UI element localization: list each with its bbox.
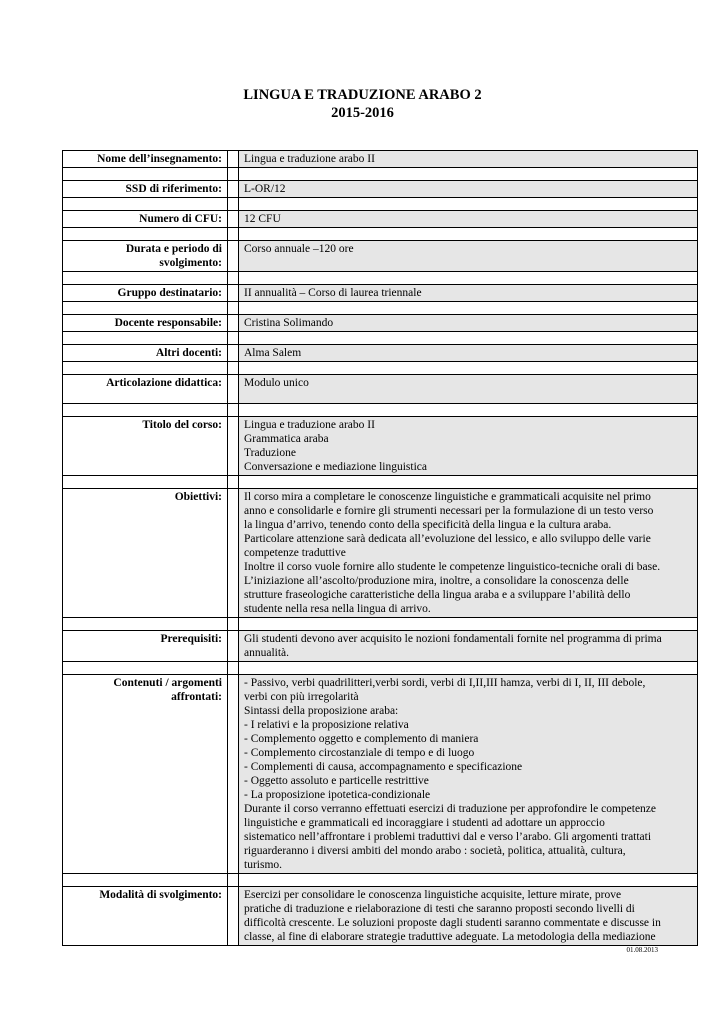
row-contenuti [63,675,698,874]
document-title [0,86,725,122]
row-prerequisiti [63,631,698,662]
value-articolazione: Modulo unico [239,375,698,404]
row-durata [63,241,698,272]
value-contenuti: - Passivo, verbi quadrilitteri,verbi sordi, verbi di I,II,III hamza, verbi di I, II, III debole, verbi con più irregolarità Sintassi della proposizione araba: - I relativi e la proposizione relativa - Complemento oggetto e complemento di maniera - Complemento circostanziale di tempo e di luogo - Complementi di causa, accompagnamento e specificazione - Oggetto assoluto e particelle restrittive - La proposizione ipotetica-condizionale Durante il corso verranno effettuati esercizi di traduzione per approfondire le competenze linguistiche e grammaticali ed incoraggiare i studenti ad adottare un approccio sistematico nell’affrontare i problemi traduttivi dal e verso l’arabo. Gli argomenti trattati riguarderanno i diversi ambiti del mondo arabo : società, politica, attualità, cultura, turismo. [239,675,698,874]
value-obiettivi: Il corso mira a completare le conoscenze linguistiche e grammaticali acquisite nel primo anno e consolidarle e fornire gli strumenti necessari per la formulazione di un testo verso la lingua d’arrivo, tenendo conto della specificità della lingua e la cultura araba. Particolare attenzione sarà dedicata all’evoluzione del lessico, e allo sviluppo delle varie competenze traduttive Inoltre il corso vuole fornire allo studente le competenze linguistico-tecniche orali di base. L’iniziazione all’ascolto/produzione mira, inoltre, a consolidare la conoscenza delle strutture fraseologiche caratteristiche della lingua araba e a sviluppare l’abilità dello studente nella resa nella lingua di arrivo. [239,489,698,618]
value-cfu: 12 CFU [239,211,698,228]
value-titolo: Lingua e traduzione arabo II Grammatica araba Traduzione Conversazione e mediazione linguistica [239,417,698,476]
label-titolo: Titolo del corso: [63,417,228,476]
title-line-2: 2015-2016 [331,105,394,121]
label-gruppo: Gruppo destinatario: [63,285,228,302]
value-modalita: Esercizi per consolidare le conoscenza linguistiche acquisite, letture mirate, prove pratiche di traduzione e rielaborazione di testi che saranno proposti secondo livelli di difficoltà crescente. Le soluzioni proposte dagli studenti saranno commentate e discusse in classe, al fine di elaborare strategie traduttive adeguate. La metodologia della mediazione [239,887,698,946]
value-gruppo: II annualità – Corso di laurea triennale [239,285,698,302]
row-gruppo [63,285,698,302]
label-prerequisiti: Prerequisiti: [63,631,228,662]
row-nome [63,151,698,168]
label-obiettivi: Obiettivi: [63,489,228,618]
value-prerequisiti: Gli studenti devono aver acquisito le nozioni fondamentali fornite nel programma di prima annualità. [239,631,698,662]
value-altri: Alma Salem [239,345,698,362]
row-docente [63,315,698,332]
label-cfu: Numero di CFU: [63,211,228,228]
label-ssd: SSD di riferimento: [63,181,228,198]
row-titolo [63,417,698,476]
row-articolazione [63,375,698,404]
value-nome: Lingua e traduzione arabo II [239,151,698,168]
row-ssd [63,181,698,198]
label-contenuti: Contenuti / argomenti affrontati: [63,675,228,874]
label-modalita: Modalità di svolgimento: [63,887,228,946]
row-cfu [63,211,698,228]
value-ssd: L-OR/12 [239,181,698,198]
value-durata: Corso annuale –120 ore [239,241,698,272]
value-docente: Cristina Solimando [239,315,698,332]
row-altri [63,345,698,362]
course-info-table [62,150,698,946]
title-line-1: LINGUA E TRADUZIONE ARABO 2 [243,87,482,103]
label-articolazione: Articolazione didattica: [63,375,228,404]
footer-date: 01.08.2013 [626,946,658,954]
label-altri: Altri docenti: [63,345,228,362]
row-modalita [63,887,698,946]
label-durata: Durata e periodo di svolgimento: [63,241,228,272]
row-obiettivi [63,489,698,618]
label-nome: Nome dell’insegnamento: [63,151,228,168]
label-docente: Docente responsabile: [63,315,228,332]
